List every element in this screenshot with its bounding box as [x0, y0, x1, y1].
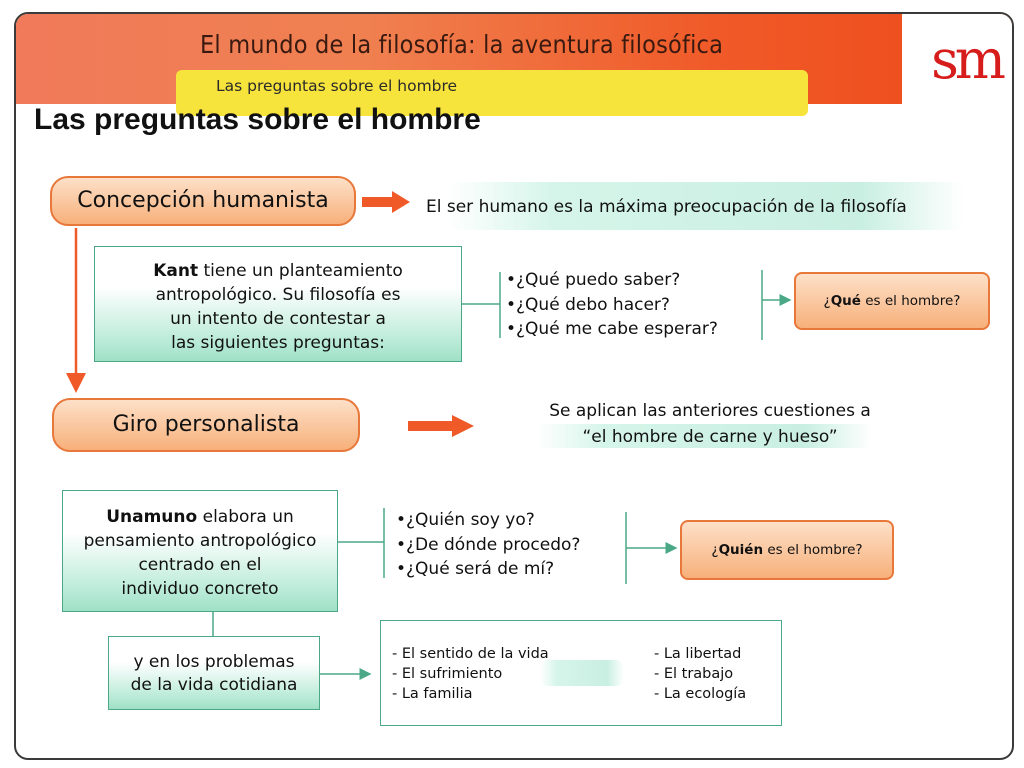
- kant-line-3: un intento de contestar a: [170, 309, 386, 329]
- problems-right: [654, 644, 746, 704]
- unamuno-result: [680, 520, 894, 580]
- personalism-statement: [500, 398, 920, 450]
- header-title: El mundo de la filosofía: la aventura filosófica: [200, 30, 724, 59]
- unamuno-question: •¿De dónde procedo?: [396, 534, 581, 555]
- kant-result: [794, 272, 990, 330]
- kant-line-1: tiene un planteamiento: [198, 261, 403, 281]
- sm-logo: sm: [931, 28, 1002, 91]
- kant-questions: [506, 268, 718, 342]
- daily-line-1: y en los problemas: [133, 652, 295, 672]
- unamuno-question: •¿Quién soy yo?: [396, 510, 535, 530]
- big-arrow-2: [408, 415, 474, 437]
- daily-line-2: de la vida cotidiana: [130, 675, 298, 695]
- kant-line-4: las siguientes preguntas:: [171, 333, 385, 353]
- result-bold: Quién: [718, 542, 764, 558]
- unamuno-line-2: pensamiento antropológico: [83, 531, 317, 551]
- daily-box: [108, 636, 320, 710]
- unamuno-question: •¿Qué será de mí?: [396, 559, 555, 579]
- problem-item: - El sufrimiento: [392, 666, 503, 682]
- problem-item: - La libertad: [654, 646, 742, 662]
- problem-item: - El trabajo: [654, 666, 734, 682]
- personalism-statement-line-2: “el hombre de carne y hueso”: [582, 427, 838, 447]
- unamuno-name: Unamuno: [106, 507, 198, 527]
- kant-box: [94, 246, 462, 362]
- result-pre: ¿: [711, 542, 719, 558]
- unamuno-questions: [396, 508, 580, 582]
- unamuno-line-4: individuo concreto: [121, 579, 279, 599]
- kant-line-2: antropológico. Su filosofía es: [155, 285, 401, 305]
- kant-question: •¿Qué puedo saber?: [506, 270, 681, 290]
- problem-item: - La familia: [392, 686, 473, 702]
- page-title: Las preguntas sobre el hombre: [34, 103, 481, 136]
- kant-name: Kant: [153, 261, 199, 281]
- problem-item: - El sentido de la vida: [392, 646, 549, 662]
- result-pre: ¿: [823, 293, 831, 309]
- personalism-pill: [52, 398, 360, 452]
- unamuno-line-1: elabora un: [197, 507, 294, 527]
- humanism-pill: [50, 176, 356, 226]
- big-arrow-1: [362, 191, 410, 213]
- result-post: es el hombre?: [860, 293, 961, 309]
- header-subtitle: Las preguntas sobre el hombre: [216, 77, 458, 95]
- problem-item: - La ecología: [654, 686, 747, 702]
- humanism-label: Concepción humanista: [77, 188, 329, 213]
- humanism-statement: El ser humano es la máxima preocupación de la filosofía: [426, 197, 907, 217]
- personalism-label: Giro personalista: [112, 412, 300, 437]
- unamuno-line-3: centrado en el: [138, 555, 262, 575]
- result-bold: Qué: [830, 293, 861, 309]
- problems-left: [392, 644, 549, 704]
- personalism-statement-line-1: Se aplican las anteriores cuestiones a: [549, 401, 871, 421]
- problems-highlight: [540, 660, 624, 686]
- kant-question: •¿Qué me cabe esperar?: [506, 319, 718, 339]
- result-post: es el hombre?: [763, 542, 863, 558]
- kant-question: •¿Qué debo hacer?: [506, 294, 670, 315]
- unamuno-box: [62, 490, 338, 612]
